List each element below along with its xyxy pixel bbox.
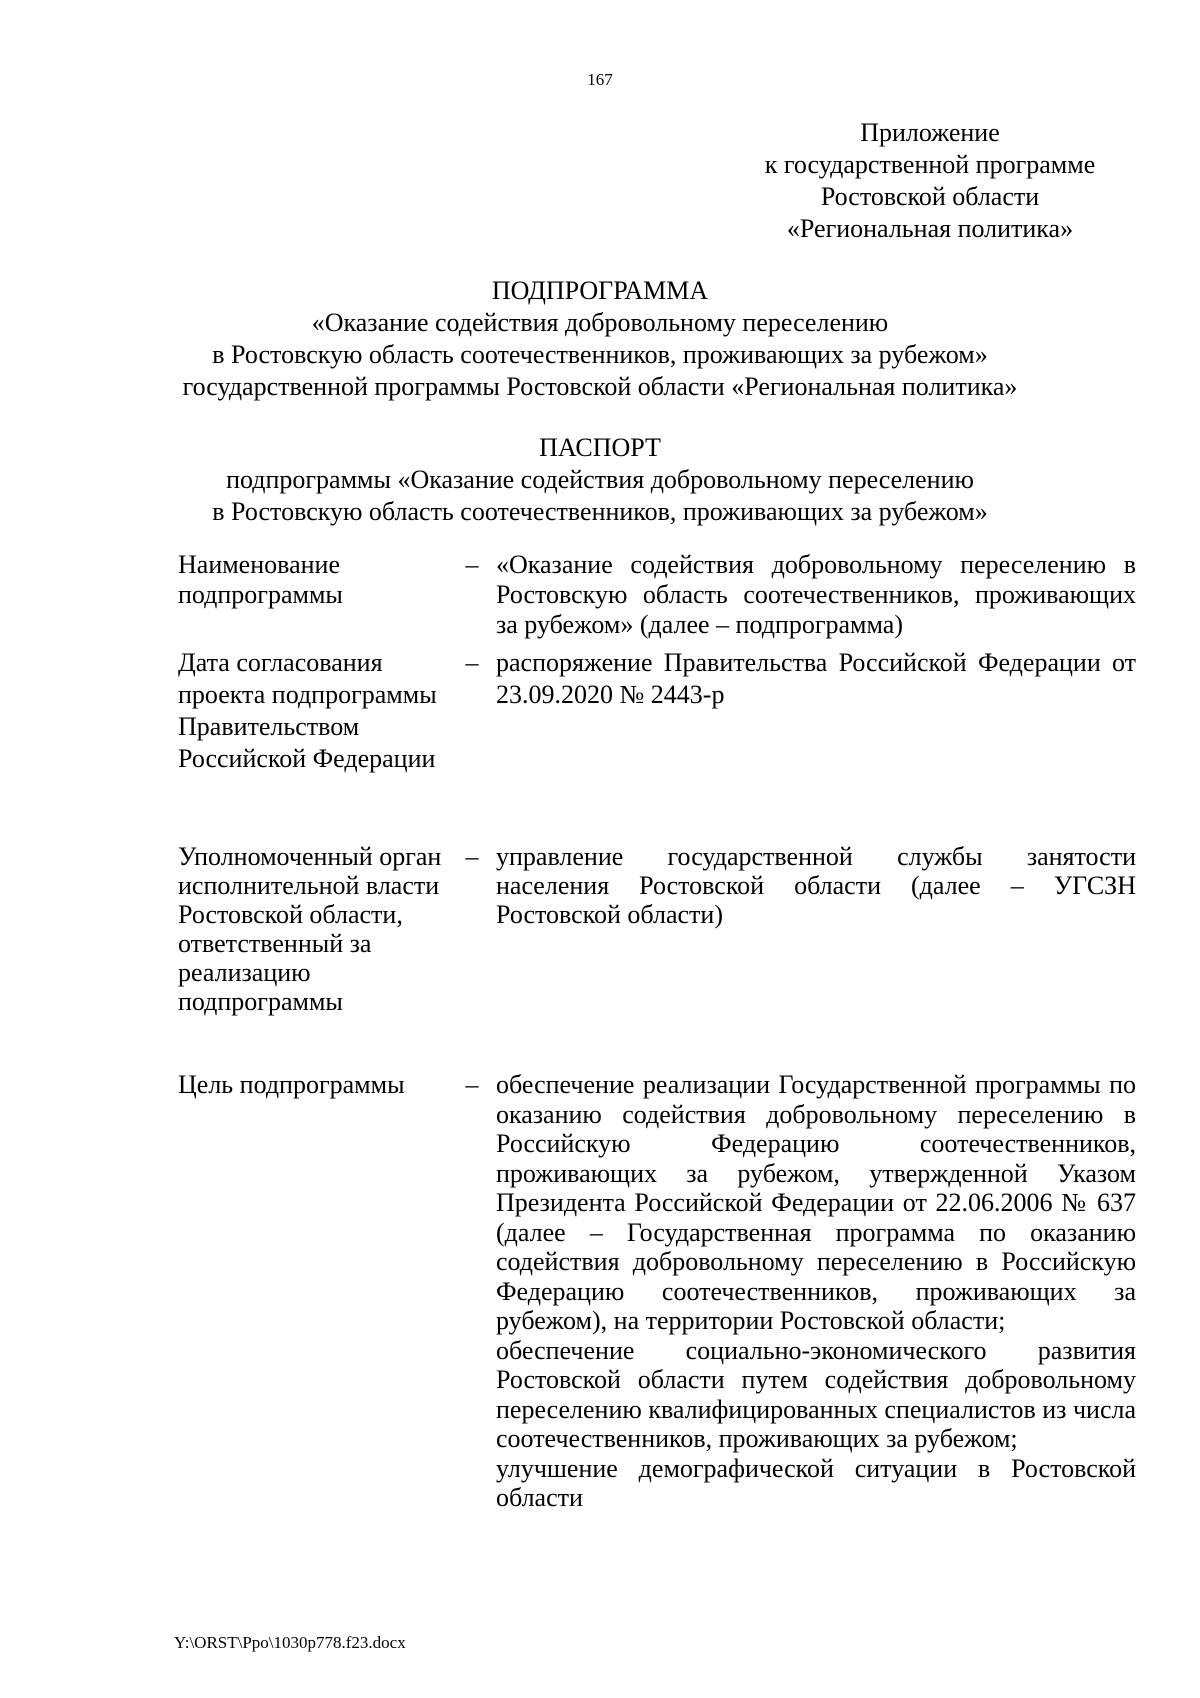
row-dash: – — [465, 1070, 479, 1099]
appendix-line: Приложение — [860, 118, 1000, 147]
row-dash: – — [465, 842, 479, 871]
appendix-line: «Региональная политика» — [786, 214, 1074, 243]
appendix-line: Ростовской области — [820, 182, 1040, 211]
appendix-block — [700, 117, 1160, 245]
row-label: Уполномоченный орган исполнительной власти Ростовской области, ответственный за реализацию подпрограммы — [178, 842, 442, 1016]
row-value — [496, 1070, 1136, 1513]
row-value — [496, 550, 1136, 640]
appendix-line: к государственной программе — [764, 150, 1096, 179]
row-value-paragraph: «Оказание содействия добровольному переселению в Ростовскую область соотечественников, проживающих за рубежом» (далее – подпрограмма) — [496, 550, 1136, 639]
page-number: 167 — [587, 70, 613, 89]
row-value-paragraph: обеспечение реализации Государственной программы по оказанию содействия добровольному переселению в Российскую Федерацию соотечественников, проживающих за рубежом, утвержденной Указом Президента Российской Федерации от 22.06.2006 № 637 (далее – Государственная программа по оказанию содействия добровольному переселению в Российскую Федерацию соотечественников, проживающих за рубежом), на территории Ростовской области; — [496, 1070, 1136, 1335]
row-value-paragraph: улучшение демографической ситуации в Ростовской области — [496, 1453, 1136, 1512]
subprogram-heading-line: «Оказание содействия добровольному переселению — [311, 308, 889, 337]
footer-file-path: Y:\ORST\Ppo\1030p778.f23.docx — [174, 1633, 406, 1652]
subprogram-heading — [80, 275, 1120, 403]
subprogram-heading-line: в Ростовскую область соотечественников, проживающих за рубежом» — [212, 340, 988, 369]
passport-title: ПАСПОРТ — [539, 433, 661, 462]
row-value — [496, 647, 1136, 711]
passport-heading — [80, 432, 1120, 528]
row-dash: – — [465, 648, 479, 677]
subprogram-heading-line: государственной программы Ростовской области «Региональная политика» — [182, 372, 1018, 401]
row-dash: – — [465, 550, 479, 579]
subprogram-title: ПОДПРОГРАММА — [491, 276, 709, 305]
passport-heading-line: в Ростовскую область соотечественников, проживающих за рубежом» — [212, 497, 988, 526]
row-label: Дата согласования проекта подпрограммы Правительством Российской Федерации — [178, 648, 437, 773]
row-value-paragraph: обеспечение социально-экономического развития Ростовской области путем содействия добровольному переселению квалифицированных специалистов из числа соотечественников, проживающих за рубежом; — [496, 1335, 1136, 1453]
row-value-paragraph: распоряжение Правительства Российской Федерации от 23.09.2020 № 2443-р — [496, 648, 1136, 709]
passport-heading-line: подпрограммы «Оказание содействия добровольному переселению — [226, 465, 974, 494]
row-value — [496, 842, 1136, 929]
row-value-paragraph: управление государственной службы занятости населения Ростовской области (далее – УГСЗН Ростовской области) — [496, 842, 1136, 929]
row-label: Наименование подпрограммы — [178, 550, 343, 609]
row-label: Цель подпрограммы — [178, 1070, 405, 1099]
